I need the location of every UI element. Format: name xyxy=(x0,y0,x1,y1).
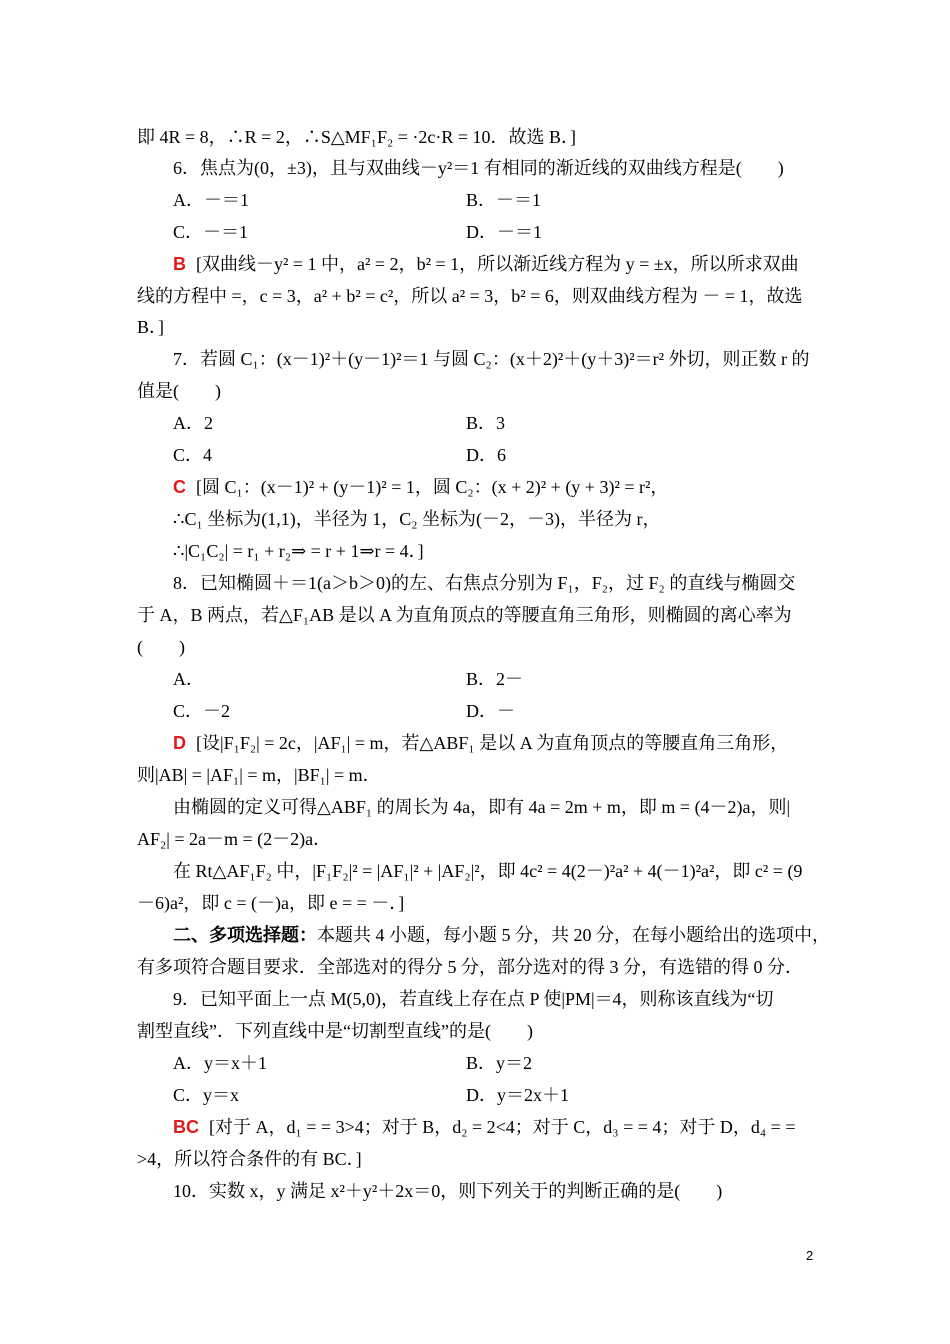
question-7-line-2: 值是( ) xyxy=(137,381,221,401)
answer-6: B xyxy=(173,254,186,274)
solution-9-line-1: BC [对于 A，d₁ = = 3>4；对于 B，d₂ = 2<4；对于 C，d₃ = = 4；对于 D，d₄ = = xyxy=(173,1117,796,1137)
solution-8-line-5: 在 Rt△AF₁F₂ 中，|F₁F₂|² = |AF₁|² + |AF₂|²，即 4c² = 4(2－)²a² + 4(－1)²a²，即 c² = (9 xyxy=(173,861,803,881)
solution-6-line-3: B．] xyxy=(137,317,164,337)
solution-7-line-2: ∴C₁ 坐标为(1,1)，半径为 1，C₂ 坐标为(－2，－3)，半径为 r， xyxy=(173,509,661,529)
section-2-title: 二、多项选择题： xyxy=(173,925,317,945)
answer-9: BC xyxy=(173,1117,199,1137)
question-9-line-1: 9．已知平面上一点 M(5,0)，若直线上存在点 P 使|PM|＝4，则称该直线为“切 xyxy=(173,989,774,1009)
section-2-intro-line-2: 有多项符合题目要求．全部选对的得分 5 分，部分选对的得 3 分，有选错的得 0 分． xyxy=(137,957,803,977)
question-8-line-2: 于 A，B 两点，若△F₁AB 是以 A 为直角顶点的等腰直角三角形，则椭圆的离心率为 xyxy=(137,605,792,625)
question-10: 10．实数 x，y 满足 x²＋y²＋2x＝0，则下列关于的判断正确的是( ) xyxy=(173,1181,723,1201)
option-9c: C．y＝x xyxy=(173,1085,240,1105)
option-7b: B．3 xyxy=(466,413,506,433)
question-7-line-1: 7．若圆 C₁：(x－1)²＋(y－1)²＝1 与圆 C₂：(x＋2)²＋(y＋3)²＝r² 外切，则正数 r 的 xyxy=(173,349,810,369)
solution-8-line-2: 则|AB| = |AF₁| = m，|BF₁| = m． xyxy=(137,765,381,785)
option-8c: C．－2 xyxy=(173,701,231,721)
option-8b: B．2－ xyxy=(466,669,524,689)
solution-8-line-3: 由椭圆的定义可得△ABF₁ 的周长为 4a，即有 4a = 2m + m，即 m = (4－2)a，则| xyxy=(173,797,791,817)
option-9b: B．y＝2 xyxy=(466,1053,533,1073)
option-7c: C．4 xyxy=(173,445,213,465)
solution-8-line-1: D [设|F₁F₂| = 2c，|AF₁| = m，若△ABF₁ 是以 A 为直角顶点的等腰直角三角形， xyxy=(173,733,789,753)
question-6: 6．焦点为(0，±3)，且与双曲线－y²＝1 有相同的渐近线的双曲线方程是( ) xyxy=(173,158,784,178)
solution-7-line-1: C [圆 C₁：(x－1)² + (y－1)² = 1，圆 C₂：(x + 2)² + (y + 3)² = r²， xyxy=(173,477,669,497)
question-8-line-1: 8．已知椭圆＋＝1(a＞b＞0)的左、右焦点分别为 F₁，F₂，过 F₂ 的直线与椭圆交 xyxy=(173,573,796,593)
solution-6-line-2: 线的方程中 =，c = 3，a² + b² = c²，所以 a² = 3，b² = 6，则双曲线方程为 － = 1，故选 xyxy=(137,286,803,306)
question-9-line-2: 割型直线”．下列直线中是“切割型直线”的是( ) xyxy=(137,1021,533,1041)
page-number: 2 xyxy=(806,1248,814,1263)
option-6b: B．－＝1 xyxy=(466,190,542,210)
option-7a: A．2 xyxy=(173,413,213,433)
solution-6-line-1: B [双曲线－y² = 1 中，a² = 2，b² = 1，所以渐近线方程为 y = ±x，所以所求双曲 xyxy=(173,254,799,274)
option-6c: C．－＝1 xyxy=(173,222,249,242)
option-8a: A． xyxy=(173,669,204,689)
option-7d: D．6 xyxy=(466,445,506,465)
question-8-line-3: ( ) xyxy=(137,637,185,657)
option-6d: D．－＝1 xyxy=(466,222,542,242)
option-9d: D．y＝2x＋1 xyxy=(466,1085,569,1105)
option-9a: A．y＝x＋1 xyxy=(173,1053,267,1073)
solution-7-line-3: ∴|C₁C₂| = r₁ + r₂⇒ = r + 1⇒r = 4．] xyxy=(173,541,424,561)
option-6a: A．－＝1 xyxy=(173,190,249,210)
solution-9-line-2: >4，所以符合条件的有 BC．] xyxy=(137,1149,362,1169)
answer-7: C xyxy=(173,477,186,497)
option-8d: D．－ xyxy=(466,701,515,721)
solution-8-line-4: AF₂| = 2a－m = (2－2)a． xyxy=(137,829,332,849)
solution-8-line-6: －6)a²，即 c = (－)a，即 e = = －．] xyxy=(137,893,405,913)
section-2-intro: 二、多项选择题：本题共 4 小题，每小题 5 分，共 20 分，在每小题给出的选项中， xyxy=(173,925,830,945)
answer-8: D xyxy=(173,733,186,753)
solution-line: 即 4R = 8，∴R = 2，∴S△MF₁F₂ = ·2c·R = 10．故选 B．] xyxy=(137,127,577,147)
